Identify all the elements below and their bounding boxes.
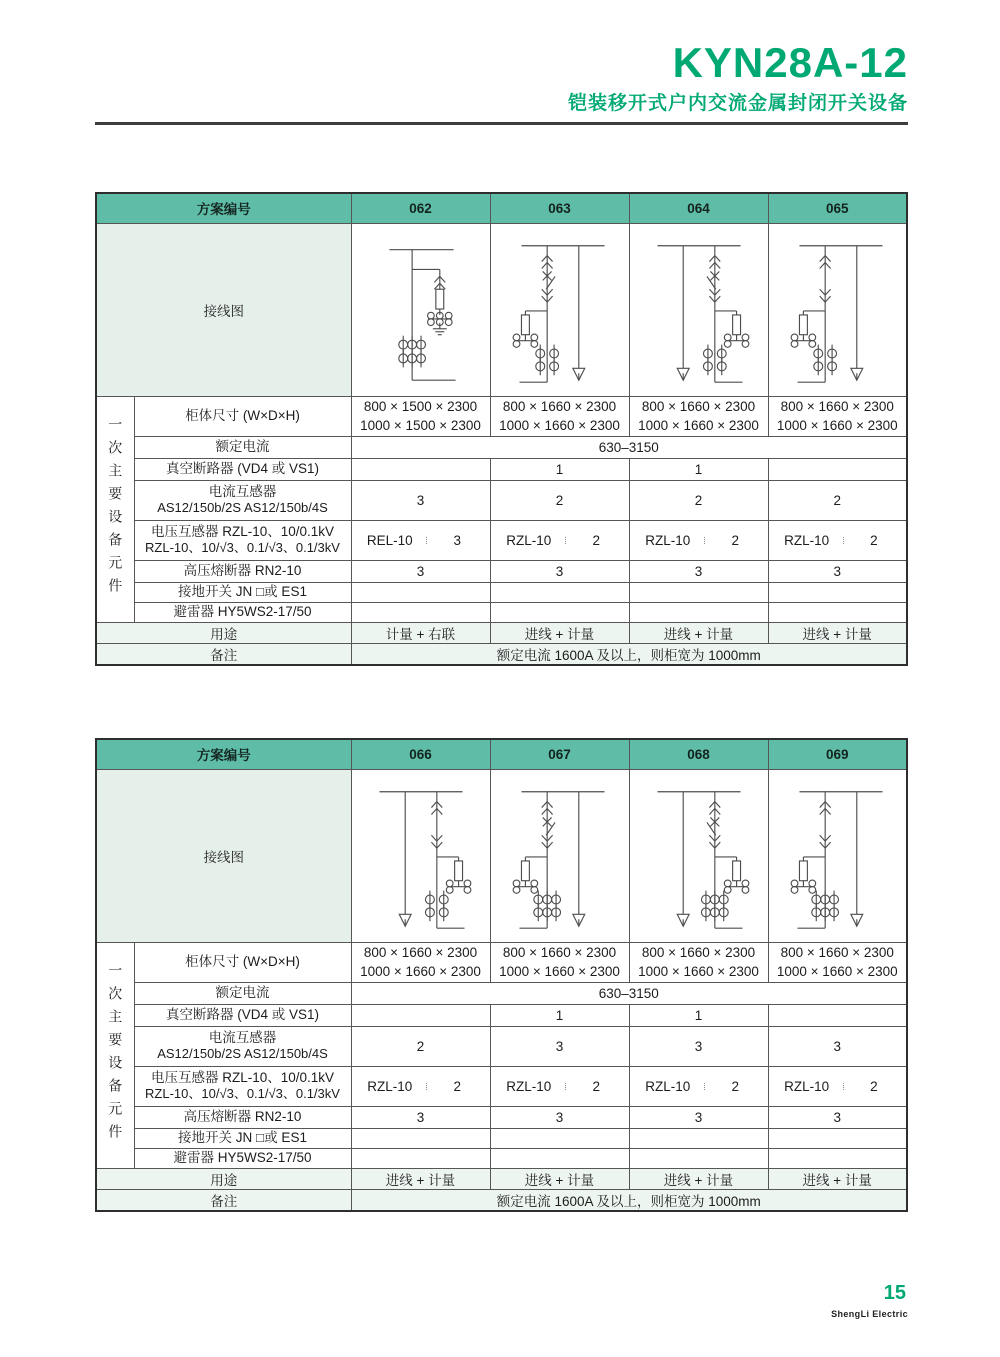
cell-note: 额定电流 1600A 及以上，则柜宽为 1000mm xyxy=(351,643,907,665)
wiring-diagram-label: 接线图 xyxy=(96,223,351,396)
row-fuse xyxy=(96,560,907,582)
scheme-no-header: 方案编号 xyxy=(96,739,351,769)
cell-rated-current: 630–3150 xyxy=(351,982,907,1004)
cell-arrester xyxy=(490,1148,629,1168)
pt-qty: 2 xyxy=(453,1078,462,1094)
cell-dim: 800 × 1660 × 2300 1000 × 1660 × 2300 xyxy=(768,942,907,982)
cell-es xyxy=(768,582,907,602)
pt-model: RZL-10 xyxy=(645,532,691,548)
row-label-current: 额定电流 xyxy=(134,436,351,458)
row-vcb xyxy=(96,1004,907,1026)
row-arrester xyxy=(96,1148,907,1168)
pt-model: RZL-10 xyxy=(645,1078,691,1094)
cell-es xyxy=(490,582,629,602)
wiring-diagram-064 xyxy=(629,223,768,396)
wiring-diagram-svg xyxy=(771,770,908,942)
cell-pt xyxy=(629,520,768,560)
cell-usage: 进线 + 计量 xyxy=(490,1168,629,1189)
cell-es xyxy=(351,1128,490,1148)
wiring-diagram-svg xyxy=(632,770,769,942)
usage-label: 用途 xyxy=(96,622,351,643)
cell-dim: 800 × 1660 × 2300 1000 × 1660 × 2300 xyxy=(490,396,629,436)
row-notes xyxy=(96,1189,907,1211)
row-label-ct: 电流互感器 AS12/150b/2S AS12/150b/4S xyxy=(134,1026,351,1066)
row-vcb xyxy=(96,458,907,480)
row-dim xyxy=(96,942,907,982)
spec-table xyxy=(95,738,908,1212)
scheme-number: 064 xyxy=(629,193,768,223)
table-header-row xyxy=(96,739,907,769)
pt-model: RZL-10 xyxy=(506,1078,552,1094)
cell-vcb xyxy=(768,1004,907,1026)
cell-ct-qty: 2 xyxy=(768,480,907,520)
cell-vcb: 1 xyxy=(490,1004,629,1026)
cell-usage: 进线 + 计量 xyxy=(629,1168,768,1189)
cell-vcb: 1 xyxy=(490,458,629,480)
cell-usage: 进线 + 计量 xyxy=(768,622,907,643)
cell-vcb: 1 xyxy=(629,1004,768,1026)
usage-label: 用途 xyxy=(96,1168,351,1189)
cell-dim: 800 × 1660 × 2300 1000 × 1660 × 2300 xyxy=(629,396,768,436)
page-title: KYN28A-12 xyxy=(672,39,908,86)
spec-table xyxy=(95,192,908,666)
scheme-table-066-069 xyxy=(95,738,908,1212)
wiring-diagram-063 xyxy=(490,223,629,396)
row-label-es: 接地开关 JN □或 ES1 xyxy=(134,582,351,602)
row-label-fuse: 高压熔断器 RN2-10 xyxy=(134,1106,351,1128)
cell-arrester xyxy=(768,1148,907,1168)
cell-ct-qty: 2 xyxy=(629,480,768,520)
row-fuse xyxy=(96,1106,907,1128)
row-label-arrester: 避雷器 HY5WS2-17/50 xyxy=(134,602,351,622)
cell-ct-qty: 3 xyxy=(629,1026,768,1066)
cell-es xyxy=(768,1128,907,1148)
scheme-number: 069 xyxy=(768,739,907,769)
wiring-diagram-svg xyxy=(632,224,769,396)
cell-dim: 800 × 1660 × 2300 1000 × 1660 × 2300 xyxy=(490,942,629,982)
cell-es xyxy=(629,1128,768,1148)
cell-pt xyxy=(490,520,629,560)
pt-qty: 2 xyxy=(731,532,740,548)
pt-model: RZL-10 xyxy=(506,532,552,548)
cell-ct-qty: 3 xyxy=(768,1026,907,1066)
cell-fuse-qty: 3 xyxy=(768,560,907,582)
cell-es xyxy=(629,582,768,602)
cell-usage: 进线 + 计量 xyxy=(629,622,768,643)
row-es xyxy=(96,1128,907,1148)
page-subtitle: 铠装移开式户内交流金属封闭开关设备 xyxy=(567,92,908,114)
row-label-pt: 电压互感器 RZL-10、10/0.1kV RZL-10、10/√3、0.1/√3、0.1/3kV xyxy=(134,1066,351,1106)
wiring-diagram-svg xyxy=(354,224,491,396)
cell-usage: 进线 + 计量 xyxy=(490,622,629,643)
notes-label: 备注 xyxy=(96,1189,351,1211)
wiring-diagram-label: 接线图 xyxy=(96,769,351,942)
row-label-pt: 电压互感器 RZL-10、10/0.1kV RZL-10、10/√3、0.1/√3、0.1/3kV xyxy=(134,520,351,560)
wiring-diagram-svg xyxy=(493,224,630,396)
pt-qty: 2 xyxy=(870,1078,878,1094)
cell-vcb xyxy=(768,458,907,480)
cell-ct-qty: 2 xyxy=(490,480,629,520)
header-rule xyxy=(95,122,908,125)
row-label-es: 接地开关 JN □或 ES1 xyxy=(134,1128,351,1148)
page-header xyxy=(95,39,908,125)
side-label: 一次主要设备元件 xyxy=(96,942,134,1168)
side-label: 一次主要设备元件 xyxy=(96,396,134,622)
wiring-diagram-067 xyxy=(490,769,629,942)
wiring-diagram-068 xyxy=(629,769,768,942)
row-usage xyxy=(96,1168,907,1189)
row-pt xyxy=(96,520,907,560)
cell-dim: 800 × 1660 × 2300 1000 × 1660 × 2300 xyxy=(629,942,768,982)
notes-label: 备注 xyxy=(96,643,351,665)
wiring-diagram-svg xyxy=(354,770,491,942)
pt-model: RZL-10 xyxy=(784,1078,830,1094)
cell-ct-qty: 2 xyxy=(351,1026,490,1066)
wiring-diagram-062 xyxy=(351,223,490,396)
cell-es xyxy=(490,1128,629,1148)
wiring-diagram-svg xyxy=(493,770,630,942)
cell-fuse-qty: 3 xyxy=(629,1106,768,1128)
row-usage xyxy=(96,622,907,643)
pt-model: RZL-10 xyxy=(784,532,830,548)
cell-arrester xyxy=(490,602,629,622)
row-ct xyxy=(96,1026,907,1066)
cell-pt xyxy=(351,1066,490,1106)
pt-qty: 2 xyxy=(592,532,601,548)
pt-qty: 2 xyxy=(592,1078,601,1094)
cell-dim: 800 × 1660 × 2300 1000 × 1660 × 2300 xyxy=(768,396,907,436)
cell-dim: 800 × 1660 × 2300 1000 × 1660 × 2300 xyxy=(351,942,490,982)
cell-usage: 计量 + 右联 xyxy=(351,622,490,643)
row-label-fuse: 高压熔断器 RN2-10 xyxy=(134,560,351,582)
cell-dim: 800 × 1500 × 2300 1000 × 1500 × 2300 xyxy=(351,396,490,436)
scheme-number: 066 xyxy=(351,739,490,769)
row-ct xyxy=(96,480,907,520)
scheme-number: 062 xyxy=(351,193,490,223)
cell-fuse-qty: 3 xyxy=(351,1106,490,1128)
cell-pt xyxy=(629,1066,768,1106)
wiring-diagram-svg xyxy=(771,224,908,396)
cell-ct-qty: 3 xyxy=(490,1026,629,1066)
row-label-dim: 柜体尺寸 (W×D×H) xyxy=(134,396,351,436)
cell-arrester xyxy=(768,602,907,622)
cell-fuse-qty: 3 xyxy=(351,560,490,582)
cell-fuse-qty: 3 xyxy=(490,560,629,582)
cell-arrester xyxy=(351,1148,490,1168)
row-label-dim: 柜体尺寸 (W×D×H) xyxy=(134,942,351,982)
diagram-row xyxy=(96,769,907,942)
scheme-number: 065 xyxy=(768,193,907,223)
cell-pt xyxy=(351,520,490,560)
row-es xyxy=(96,582,907,602)
scheme-number: 067 xyxy=(490,739,629,769)
scheme-number: 068 xyxy=(629,739,768,769)
row-label-current: 额定电流 xyxy=(134,982,351,1004)
pt-qty: 2 xyxy=(870,532,878,548)
brand-text: ShengLi Electric xyxy=(831,1309,908,1319)
scheme-no-header: 方案编号 xyxy=(96,193,351,223)
cell-ct-qty: 3 xyxy=(351,480,490,520)
cell-fuse-qty: 3 xyxy=(629,560,768,582)
cell-usage: 进线 + 计量 xyxy=(351,1168,490,1189)
page-number: 15 xyxy=(883,1282,906,1304)
diagram-row xyxy=(96,223,907,396)
cell-vcb xyxy=(351,458,490,480)
scheme-number: 063 xyxy=(490,193,629,223)
cell-arrester xyxy=(351,602,490,622)
row-arrester xyxy=(96,602,907,622)
cell-vcb xyxy=(351,1004,490,1026)
row-current xyxy=(96,436,907,458)
cell-pt xyxy=(768,520,907,560)
row-label-ct: 电流互感器 AS12/150b/2S AS12/150b/4S xyxy=(134,480,351,520)
wiring-diagram-065 xyxy=(768,223,907,396)
table-header-row xyxy=(96,193,907,223)
cell-pt xyxy=(768,1066,907,1106)
cell-usage: 进线 + 计量 xyxy=(768,1168,907,1189)
pt-model: RZL-10 xyxy=(367,1078,413,1094)
wiring-diagram-069 xyxy=(768,769,907,942)
cell-pt xyxy=(490,1066,629,1106)
wiring-diagram-066 xyxy=(351,769,490,942)
row-label-vcb: 真空断路器 (VD4 或 VS1) xyxy=(134,1004,351,1026)
cell-fuse-qty: 3 xyxy=(768,1106,907,1128)
row-pt xyxy=(96,1066,907,1106)
scheme-table-062-065 xyxy=(95,192,908,666)
cell-rated-current: 630–3150 xyxy=(351,436,907,458)
pt-qty: 3 xyxy=(453,532,462,548)
row-dim xyxy=(96,396,907,436)
row-notes xyxy=(96,643,907,665)
row-label-vcb: 真空断路器 (VD4 或 VS1) xyxy=(134,458,351,480)
cell-note: 额定电流 1600A 及以上，则柜宽为 1000mm xyxy=(351,1189,907,1211)
row-label-arrester: 避雷器 HY5WS2-17/50 xyxy=(134,1148,351,1168)
cell-vcb: 1 xyxy=(629,458,768,480)
cell-fuse-qty: 3 xyxy=(490,1106,629,1128)
pt-qty: 2 xyxy=(731,1078,740,1094)
row-current xyxy=(96,982,907,1004)
pt-model: REL-10 xyxy=(366,532,413,548)
cell-es xyxy=(351,582,490,602)
cell-arrester xyxy=(629,602,768,622)
cell-arrester xyxy=(629,1148,768,1168)
